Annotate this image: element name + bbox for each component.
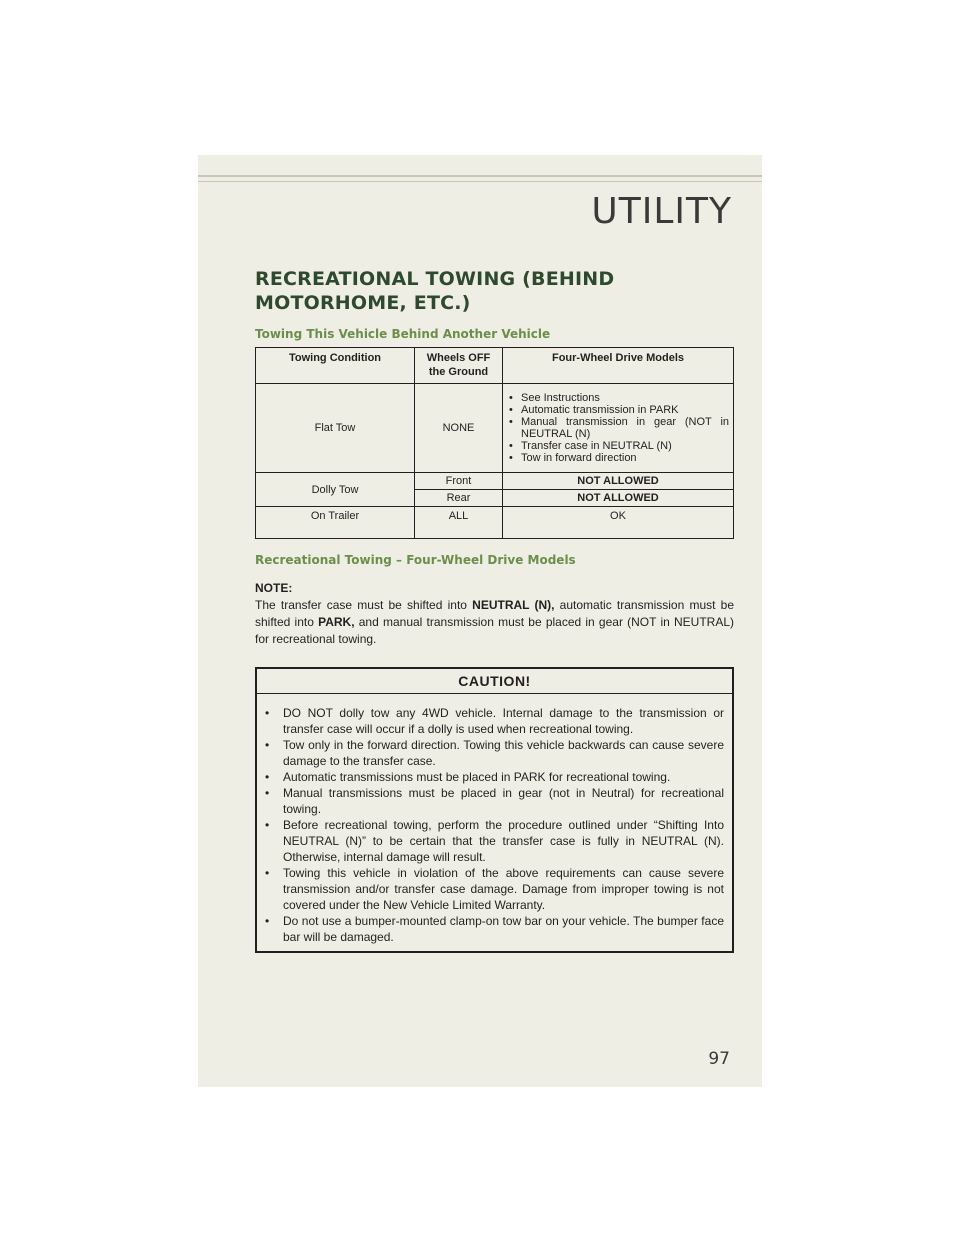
note-text-2: automatic transmission must be shifted into bbox=[255, 598, 734, 629]
note-bold-park: PARK, bbox=[318, 615, 355, 629]
caution-box bbox=[255, 667, 734, 953]
table-subtitle: Towing This Vehicle Behind Another Vehicle bbox=[255, 327, 551, 341]
note-subtitle: Recreational Towing – Four-Wheel Drive Models bbox=[255, 553, 576, 567]
header-rule-thin bbox=[198, 181, 762, 182]
cell-dolly-front-value: NOT ALLOWED bbox=[503, 473, 734, 490]
cell-dolly-front: Front bbox=[415, 473, 503, 490]
cell-on-trailer-value: OK bbox=[503, 507, 734, 539]
cell-dolly-rear: Rear bbox=[415, 490, 503, 507]
header-wheels-off: Wheels OFF the Ground bbox=[415, 348, 503, 384]
table-row-dolly-front bbox=[256, 473, 734, 490]
cell-dolly-rear-value: NOT ALLOWED bbox=[503, 490, 734, 507]
list-item: • Manual transmission in gear (NOT in NEUTRAL (N) bbox=[521, 416, 729, 440]
cell-flat-tow: Flat Tow bbox=[256, 384, 415, 473]
list-item: • Before recreational towing, perform the procedure outlined under “Shifting Into NEUTRAL (N)” to be certain that the transfer case is fully in NEUTRAL (N). Otherwise, internal damage will result. bbox=[283, 817, 724, 865]
note-bold-neutral: NEUTRAL (N), bbox=[472, 598, 555, 612]
cell-flat-tow-instructions bbox=[503, 384, 734, 473]
list-item: • Tow in forward direction bbox=[521, 452, 729, 464]
manual-page bbox=[198, 155, 762, 1087]
list-item: • See Instructions bbox=[521, 392, 729, 404]
table-row-on-trailer bbox=[256, 507, 734, 539]
list-item: • Automatic transmissions must be placed in PARK for recreational towing. bbox=[283, 769, 724, 785]
flat-tow-list bbox=[507, 392, 729, 464]
table-row-flat-tow bbox=[256, 384, 734, 473]
note-text-3: and manual transmission must be placed in gear (NOT in NEUTRAL) for recreational towing. bbox=[255, 615, 735, 646]
page-title: RECREATIONAL TOWING (BEHIND MOTORHOME, ETC.) bbox=[255, 268, 615, 314]
list-item: • Automatic transmission in PARK bbox=[521, 404, 729, 416]
cell-dolly-tow: Dolly Tow bbox=[256, 473, 415, 507]
table-header-row bbox=[256, 348, 734, 384]
towing-table bbox=[255, 347, 734, 539]
list-item: • Tow only in the forward direction. Towing this vehicle backwards can cause severe damage to the transfer case. bbox=[283, 737, 724, 769]
cell-flat-tow-wheels: NONE bbox=[415, 384, 503, 473]
list-item: • Manual transmissions must be placed in gear (not in Neutral) for recreational towing. bbox=[283, 785, 724, 817]
cell-on-trailer-wheels: ALL bbox=[415, 507, 503, 539]
section-header: UTILITY bbox=[591, 191, 732, 232]
list-item: • Transfer case in NEUTRAL (N) bbox=[521, 440, 729, 452]
list-item: • Do not use a bumper-mounted clamp-on tow bar on your vehicle. The bumper face bar will be damaged. bbox=[283, 913, 724, 945]
note-text-1: The transfer case must be shifted into bbox=[255, 598, 473, 612]
cell-on-trailer: On Trailer bbox=[256, 507, 415, 539]
list-item: • Towing this vehicle in violation of the above requirements can cause severe transmission and/or transfer case damage. Damage from improper towing is not covered under the New Vehicle Limited Warranty. bbox=[283, 865, 724, 913]
header-rule bbox=[198, 175, 762, 177]
caution-title: CAUTION! bbox=[257, 669, 732, 694]
header-four-wheel-drive: Four-Wheel Drive Models bbox=[503, 348, 734, 384]
note-label: NOTE: bbox=[255, 581, 293, 595]
page-number: 97 bbox=[708, 1049, 730, 1069]
note-body bbox=[255, 597, 734, 648]
caution-list bbox=[257, 694, 732, 951]
page-content bbox=[255, 267, 734, 953]
list-item: • DO NOT dolly tow any 4WD vehicle. Internal damage to the transmission or transfer case will occur if a dolly is used when recreational towing. bbox=[283, 705, 724, 737]
header-towing-condition: Towing Condition bbox=[256, 348, 415, 384]
